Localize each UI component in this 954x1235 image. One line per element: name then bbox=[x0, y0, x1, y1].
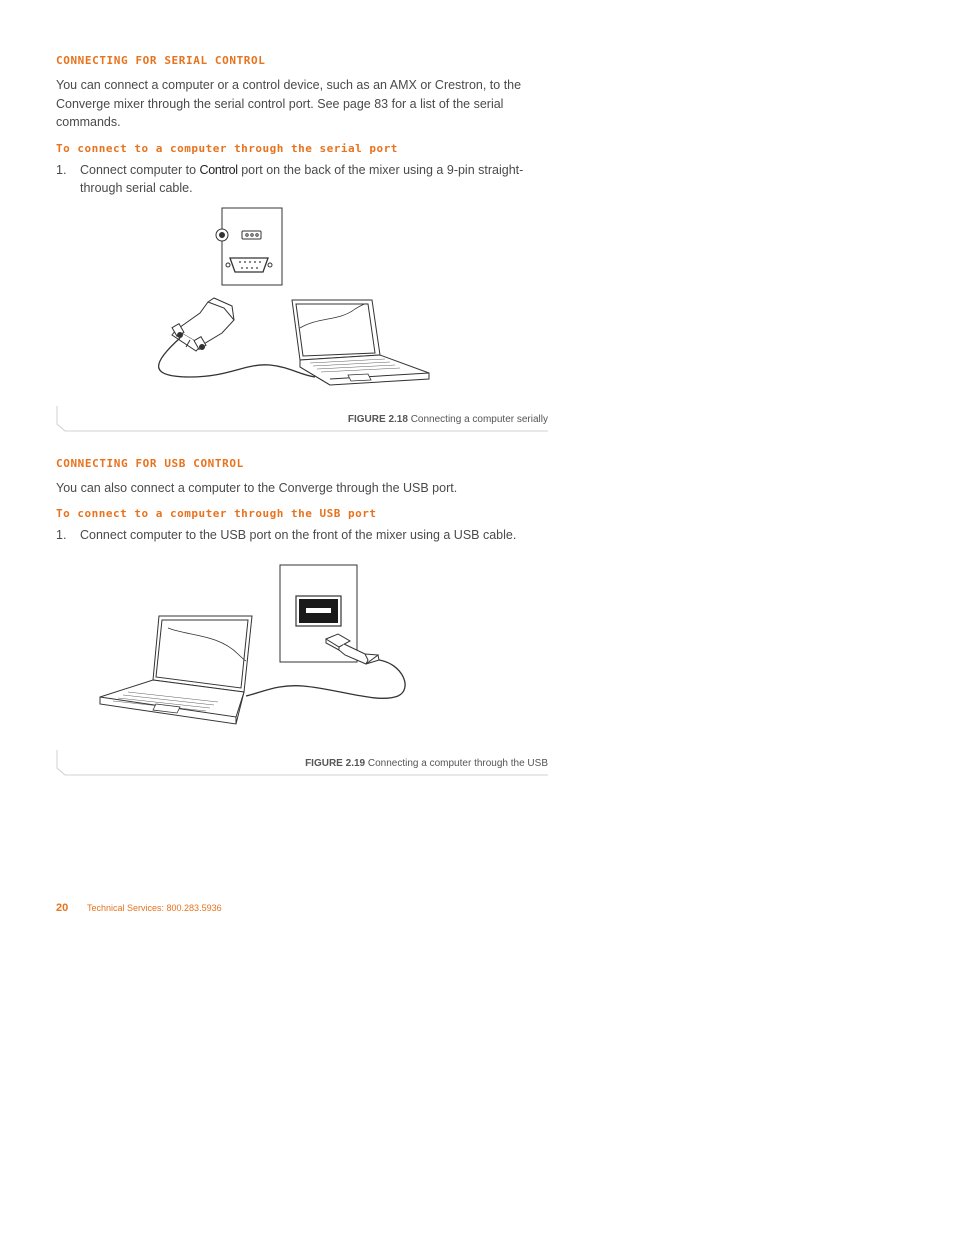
step-text: Connect computer to the USB port on the front of the mixer using a USB cable. bbox=[80, 528, 517, 542]
figure-label: FIGURE 2.18 bbox=[347, 414, 408, 425]
usb-procedure-title: To connect to a computer through the USB port bbox=[56, 507, 377, 520]
usb-connection-illustration bbox=[98, 564, 413, 729]
page-number: 20 bbox=[56, 902, 69, 914]
control-port-keyword: Control bbox=[199, 163, 238, 177]
step-text-after: port on the back of the mixer using a 9-pin straight-through serial cable. bbox=[80, 163, 524, 195]
serial-procedure-title: To connect to a computer through the serial port bbox=[56, 142, 398, 155]
serial-section-heading: CONNECTING FOR SERIAL CONTROL bbox=[56, 54, 266, 67]
serial-intro-paragraph: You can connect a computer or a control device, such as an AMX or Crestron, to the Converge mixer through the serial control port. See page 83 for a list of the serial commands. bbox=[56, 78, 522, 129]
db9-serial-connector bbox=[172, 298, 234, 351]
figure-label: FIGURE 2.19 bbox=[305, 758, 366, 769]
laptop-usb bbox=[100, 616, 252, 724]
figure-2-18-caption bbox=[348, 414, 548, 425]
footer-contact: Technical Services: 800.283.5936 bbox=[87, 903, 222, 913]
step-number: 1. bbox=[56, 528, 67, 542]
serial-connection-illustration bbox=[150, 205, 440, 390]
figure-caption-text: Connecting a computer through the USB bbox=[367, 758, 548, 769]
step-number: 1. bbox=[56, 163, 67, 177]
step-text-before: Connect computer to bbox=[80, 163, 200, 177]
usb-cable bbox=[246, 660, 405, 698]
usb-step-1 bbox=[56, 527, 536, 545]
step-text bbox=[80, 162, 536, 197]
laptop-serial bbox=[292, 300, 429, 385]
mixer-rear-panel bbox=[216, 208, 282, 285]
usb-intro-paragraph: You can also connect a computer to the Converge through the USB port. bbox=[56, 481, 458, 495]
serial-step-1 bbox=[56, 162, 536, 197]
serial-cable bbox=[159, 338, 315, 377]
figure-caption-text: Connecting a computer serially bbox=[410, 414, 548, 425]
figure-2-19-caption bbox=[305, 758, 548, 769]
usb-section-heading: CONNECTING FOR USB CONTROL bbox=[56, 457, 244, 470]
